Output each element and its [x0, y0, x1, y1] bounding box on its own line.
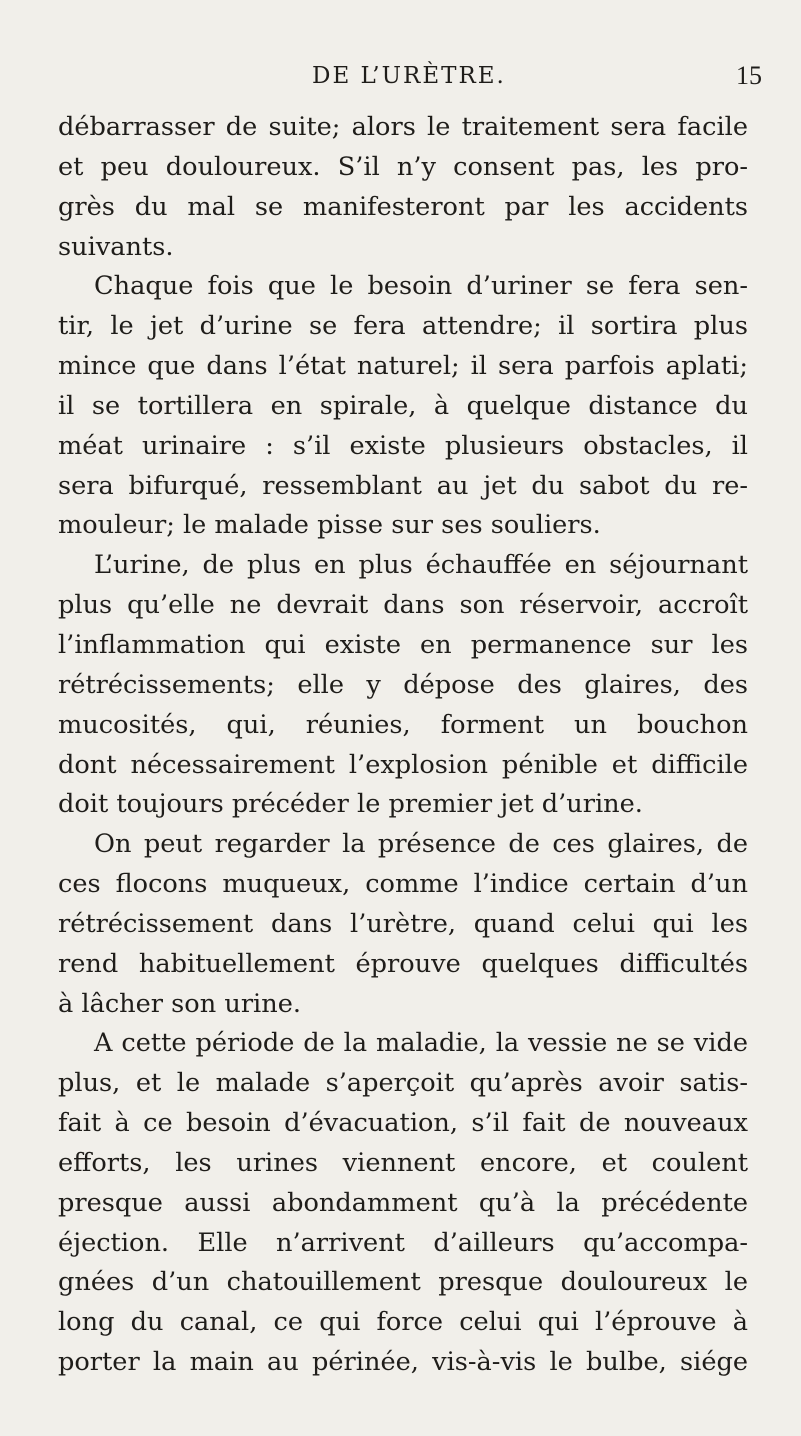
- text-line: l’inflammation qui existe en permanence sur les: [58, 629, 748, 660]
- text-line: rend habituellement éprouve quelques difficultés: [58, 948, 748, 979]
- running-title: DE L’URÈTRE.: [312, 63, 506, 89]
- text-line: dont nécessairement l’explosion pénible et difficile: [58, 749, 748, 780]
- text-line: et peu douloureux. S’il n’y consent pas, les pro-: [58, 151, 748, 182]
- text-line: A cette période de la maladie, la vessie ne se vide: [94, 1028, 748, 1059]
- text-line: plus, et le malade s’aperçoit qu’après avoir satis-: [58, 1068, 748, 1099]
- text-line: porter la main au périnée, vis-à-vis le bulbe, siége: [58, 1347, 748, 1378]
- page-number: 15: [736, 61, 762, 90]
- text-line: mucosités, qui, réunies, forment un bouchon: [58, 709, 748, 740]
- text-line: rétrécissements; elle y dépose des glaires, des: [58, 669, 748, 700]
- text-line: il se tortillera en spirale, à quelque distance du: [58, 390, 748, 421]
- text-line: Chaque fois que le besoin d’uriner se fera sen-: [94, 271, 748, 302]
- text-line: long du canal, ce qui force celui qui l’éprouve à: [58, 1307, 748, 1338]
- text-line: suivants.: [58, 231, 174, 262]
- text-line: efforts, les urines viennent encore, et coulent: [58, 1147, 748, 1178]
- text-line: On peut regarder la présence de ces glaires, de: [94, 829, 748, 860]
- text-line: à lâcher son urine.: [58, 988, 302, 1019]
- text-line: rétrécissement dans l’urètre, quand celui qui les: [58, 908, 748, 939]
- running-head: [0, 63, 801, 93]
- text-line: fait à ce besoin d’évacuation, s’il fait de nouveaux: [58, 1108, 748, 1139]
- text-line: doit toujours précéder le premier jet d’urine.: [58, 789, 643, 820]
- text-line: tir, le jet d’urine se fera attendre; il sortira plus: [58, 311, 748, 342]
- text-line: mouleur; le malade pisse sur ses souliers.: [58, 510, 601, 541]
- text-line: débarrasser de suite; alors le traitement sera facile: [58, 112, 748, 142]
- text-line: grès du mal se manifesteront par les accidents: [58, 191, 748, 222]
- text-line: presque aussi abondamment qu’à la précédente: [58, 1187, 748, 1218]
- text-line: sera bifurqué, ressemblant au jet du sabot du re-: [58, 470, 748, 501]
- text-line: méat urinaire : s’il existe plusieurs obstacles, il: [58, 430, 748, 461]
- text-line: gnées d’un chatouillement presque douloureux le: [58, 1267, 748, 1298]
- text-line: éjection. Elle n’arrivent d’ailleurs qu’accompa-: [58, 1227, 748, 1258]
- text-line: plus qu’elle ne devrait dans son réservoir, accroît: [58, 590, 748, 621]
- text-line: L’urine, de plus en plus échauffée en séjournant: [94, 550, 748, 581]
- text-line: mince que dans l’état naturel; il sera parfois aplati;: [58, 351, 748, 382]
- text-line: ces flocons muqueux, comme l’indice certain d’un: [58, 869, 748, 900]
- body-text: [58, 108, 748, 1383]
